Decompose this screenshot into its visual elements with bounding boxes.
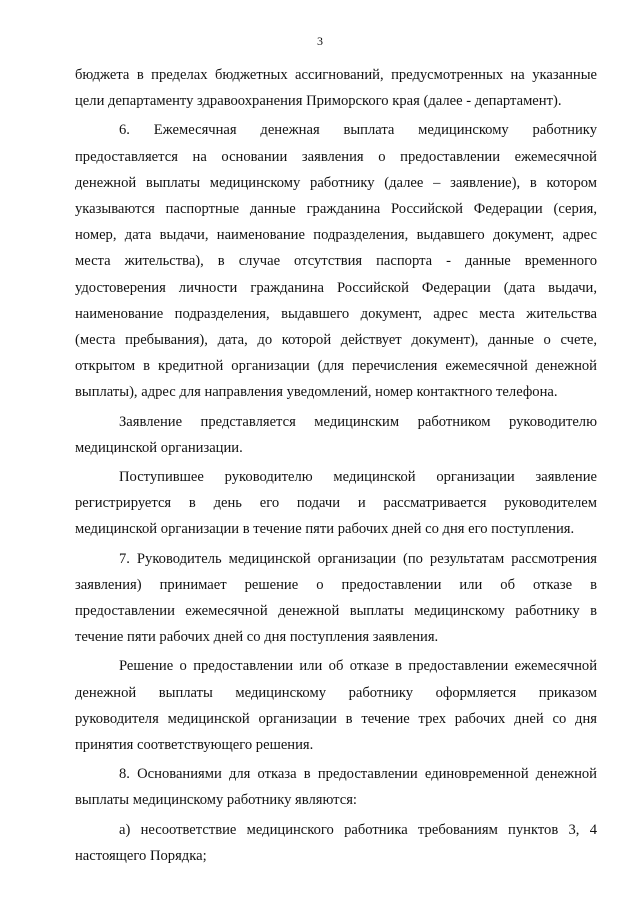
text-line: 6. Ежемесячная денежная выплата медицинскому работнику: [119, 122, 597, 139]
paragraph: [75, 117, 597, 405]
text-line: удостоверения личности гражданина Российской Федерации (дата выдачи,: [75, 279, 597, 296]
text-line: предоставлении ежемесячной денежной выплаты медицинскому работнику в: [75, 603, 597, 620]
text-line: денежной выплаты медицинскому работнику оформляется приказом: [75, 684, 597, 701]
text-line: Поступившее руководителю медицинской организации заявление: [119, 469, 597, 486]
text-line: денежной выплаты медицинскому работнику (далее – заявление), в котором: [75, 174, 597, 191]
text-line: регистрируется в день его подачи и рассматривается руководителем: [75, 495, 597, 512]
paragraph: [75, 761, 597, 813]
text-line: руководителя медицинской организации в течение трех рабочих дней со дня: [75, 710, 597, 727]
text-line: Решение о предоставлении или об отказе в предоставлении ежемесячной: [119, 658, 597, 675]
text-line: выплаты медицинскому работнику являются:: [75, 792, 357, 809]
text-line: выплаты), адрес для направления уведомлений, номер контактного телефона.: [75, 384, 558, 401]
paragraph: [75, 653, 597, 758]
paragraph: [75, 464, 597, 543]
text-line: наименование подразделения, выдавшего документ, адрес места жительства: [75, 305, 597, 322]
document-body: [75, 62, 597, 872]
text-line: предоставляется на основании заявления о предоставлении ежемесячной: [75, 148, 597, 165]
text-line: места жительства), в случае отсутствия паспорта - данные временного: [75, 253, 597, 270]
text-line: 8. Основаниями для отказа в предоставлении единовременной денежной: [119, 766, 597, 783]
text-line: номер, дата выдачи, наименование подразделения, выдавшего документ, адрес: [75, 227, 597, 244]
text-line: настоящего Порядка;: [75, 847, 207, 864]
text-line: принятия соответствующего решения.: [75, 737, 314, 754]
paragraph: [75, 817, 597, 869]
text-line: открытом в кредитной организации (для перечисления ежемесячной денежной: [75, 358, 597, 375]
text-line: заявления) принимает решение о предоставлении или об отказе в: [75, 576, 597, 593]
text-line: Заявление представляется медицинским работником руководителю: [119, 413, 597, 430]
text-line: медицинской организации.: [75, 439, 243, 456]
text-line: течение пяти рабочих дней со дня поступления заявления.: [75, 629, 439, 646]
paragraph: [75, 62, 597, 114]
page-number: 3: [317, 34, 323, 48]
paragraph: [75, 546, 597, 651]
text-line: (места пребывания), дата, до которой действует документ), данные о счете,: [75, 332, 597, 349]
text-line: а) несоответствие медицинского работника требованиям пунктов 3, 4: [119, 821, 597, 838]
text-line: 7. Руководитель медицинской организации (по результатам рассмотрения: [119, 550, 597, 567]
text-line: бюджета в пределах бюджетных ассигнований, предусмотренных на указанные: [75, 67, 597, 83]
text-line: указываются паспортные данные гражданина Российской Федерации (серия,: [75, 201, 597, 218]
text-line: медицинской организации в течение пяти рабочих дней со дня его поступления.: [75, 521, 575, 538]
paragraph: [75, 409, 597, 461]
text-line: цели департаменту здравоохранения Приморского края (далее - департамент).: [75, 93, 562, 110]
